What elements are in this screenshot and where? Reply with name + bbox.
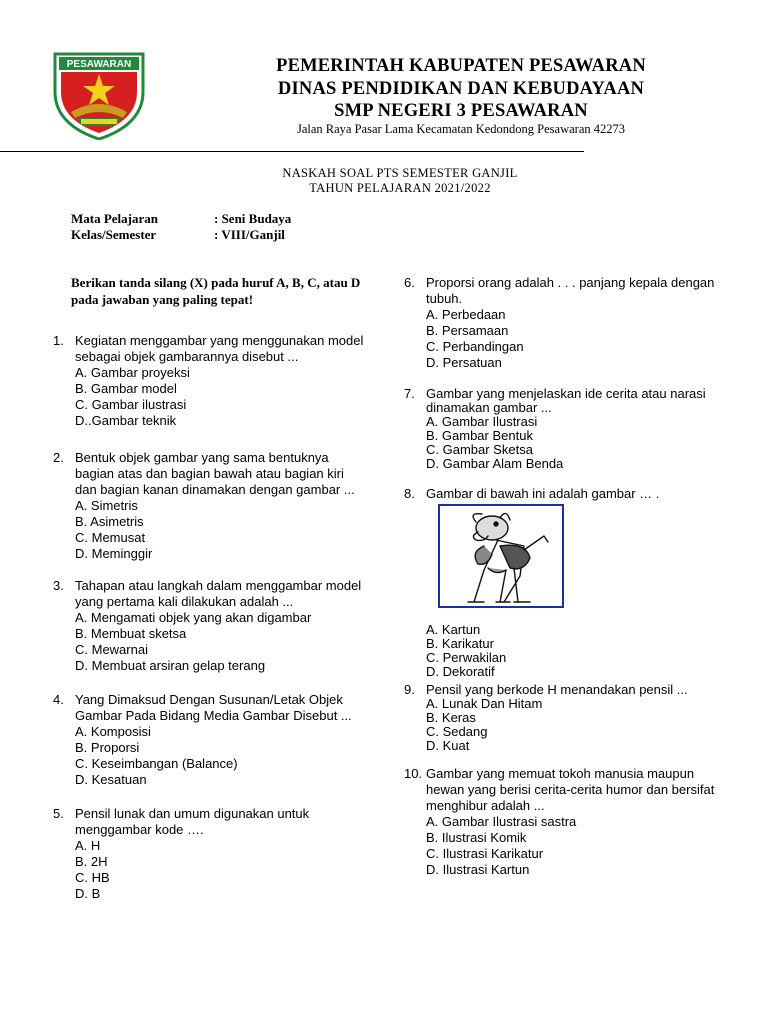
answer-option[interactable]: D. Dekoratif (426, 664, 495, 679)
answer-option[interactable]: B. Keras (426, 710, 476, 725)
answer-option[interactable]: B. Asimetris (75, 514, 144, 529)
answer-option[interactable]: B. Karikatur (426, 636, 494, 651)
answer-option[interactable]: D. Kuat (426, 738, 470, 753)
question-body (426, 766, 714, 878)
question-stem: Gambar yang menjelaskan ide cerita atau narasi dinamakan gambar ... (426, 386, 706, 415)
answer-option[interactable]: A. Lunak Dan Hitam (426, 696, 543, 711)
answer-option[interactable]: C. Mewarnai (75, 642, 148, 657)
answer-option[interactable]: D. Ilustrasi Kartun (426, 862, 530, 877)
question-number: 9. (404, 682, 415, 697)
question-body (75, 806, 309, 902)
question-stem: Yang Dimaksud Dengan Susunan/Letak Objek Gambar Pada Bidang Media Gambar Disebut ... (75, 692, 352, 723)
answer-option[interactable]: C. Sedang (426, 724, 488, 739)
pesawaran-logo (51, 52, 147, 140)
question-stem: Tahapan atau langkah dalam menggambar model yang pertama kali dilakukan adalah ... (75, 578, 362, 609)
exam-year: TAHUN PELAJARAN 2021/2022 (309, 181, 491, 195)
class-value: : VIII/Ganjil (214, 227, 285, 242)
answer-option[interactable]: C. Perwakilan (426, 650, 507, 665)
answer-option[interactable]: A. Gambar Ilustrasi sastra (426, 814, 577, 829)
answer-option[interactable]: A. Gambar Ilustrasi (426, 414, 538, 429)
answer-option[interactable]: D. Membuat arsiran gelap terang (75, 658, 266, 673)
answer-option[interactable]: B. Proporsi (75, 740, 140, 755)
question-number: 1. (53, 333, 64, 348)
answer-option[interactable]: D. Gambar Alam Benda (426, 456, 564, 471)
question-body (75, 450, 355, 562)
answer-option[interactable]: B. 2H (75, 854, 108, 869)
question-number: 4. (53, 692, 64, 707)
question-body (426, 683, 688, 753)
answer-option[interactable]: D. Persatuan (426, 355, 502, 370)
question-number: 6. (404, 275, 415, 290)
subject-row (71, 211, 291, 227)
question-body (75, 578, 361, 674)
answer-option[interactable]: A. H (75, 838, 101, 853)
answer-option[interactable]: B. Persamaan (426, 323, 509, 338)
answer-option[interactable]: A. Gambar proyeksi (75, 365, 190, 380)
question-number: 7. (404, 386, 415, 401)
answer-option[interactable]: A. Mengamati objek yang akan digambar (75, 610, 312, 625)
answer-option[interactable]: D. Meminggir (75, 546, 153, 561)
question-number: 2. (53, 450, 64, 465)
answer-option[interactable]: A. Komposisi (75, 724, 151, 739)
question-stem: Bentuk objek gambar yang sama bentuknya bagian atas dan bagian bawah atau bagian kiri dan bagian kanan dinamakan dengan gambar ... (75, 450, 355, 497)
question-number: 10. (404, 766, 423, 781)
header-address: Jalan Raya Pasar Lama Kecamatan Kedondong Pesawaran 42273 (296, 122, 625, 136)
answer-option[interactable]: B. Membuat sketsa (75, 626, 187, 641)
answer-option[interactable]: C. HB (75, 870, 110, 885)
answer-option[interactable]: C. Gambar ilustrasi (75, 397, 187, 412)
question-stem: Proporsi orang adalah . . . panjang kepala dengan tubuh. (426, 275, 715, 306)
answer-option[interactable]: C. Perbandingan (426, 339, 524, 354)
question-stem: Pensil yang berkode H menandakan pensil ... (426, 682, 688, 697)
question-stem: Kegiatan menggambar yang menggunakan model sebagai objek gambarannya disebut ... (75, 333, 364, 364)
answer-option[interactable]: C. Keseimbangan (Balance) (75, 756, 238, 771)
svg-text:PESAWARAN: PESAWARAN (66, 59, 132, 70)
subject-value: : Seni Budaya (214, 211, 292, 226)
answer-option[interactable]: A. Kartun (426, 622, 481, 637)
exam-title: NASKAH SOAL PTS SEMESTER GANJIL (282, 166, 518, 180)
answer-option[interactable]: B. Gambar Bentuk (426, 428, 533, 443)
question-number: 3. (53, 578, 64, 593)
class-label: Kelas/Semester (71, 227, 157, 242)
header-school: SMP NEGERI 3 PESAWARAN (334, 101, 588, 121)
question-stem: Gambar yang memuat tokoh manusia maupun hewan yang berisi cerita-cerita humor dan bersifat menghibur adalah ... (426, 766, 715, 813)
answer-option[interactable]: D..Gambar teknik (75, 413, 177, 428)
subject-label: Mata Pelajaran (71, 211, 159, 226)
caricature-image (438, 504, 564, 608)
question-stem: Gambar di bawah ini adalah gambar … . (426, 486, 660, 501)
question-number: 8. (404, 486, 415, 501)
answer-option[interactable]: C. Gambar Sketsa (426, 442, 533, 457)
answer-option[interactable]: D. B (75, 886, 101, 901)
answer-option[interactable]: C. Ilustrasi Karikatur (426, 846, 544, 861)
answer-option[interactable]: A. Simetris (75, 498, 138, 513)
header-government: PEMERINTAH KABUPATEN PESAWARAN (276, 56, 646, 76)
class-row (71, 227, 285, 243)
question-body (75, 333, 363, 429)
answer-option[interactable]: B. Ilustrasi Komik (426, 830, 527, 845)
header-department: DINAS PENDIDIKAN DAN KEBUDAYAAN (277, 79, 645, 99)
question-stem: Pensil lunak dan umum digunakan untuk menggambar kode …. (75, 806, 310, 837)
answer-option[interactable]: D. Kesatuan (75, 772, 147, 787)
answer-option[interactable]: A. Perbedaan (426, 307, 506, 322)
question-body (75, 692, 352, 788)
answer-option[interactable]: B. Gambar model (75, 381, 177, 396)
question-number: 5. (53, 806, 64, 821)
instruction: Berikan tanda silang (X) pada huruf A, B, C, atau D pada jawaban yang paling tepat! (71, 275, 361, 307)
question-body (426, 387, 706, 471)
header-divider (0, 151, 584, 152)
question-body (426, 275, 714, 371)
answer-option[interactable]: C. Memusat (75, 530, 146, 545)
